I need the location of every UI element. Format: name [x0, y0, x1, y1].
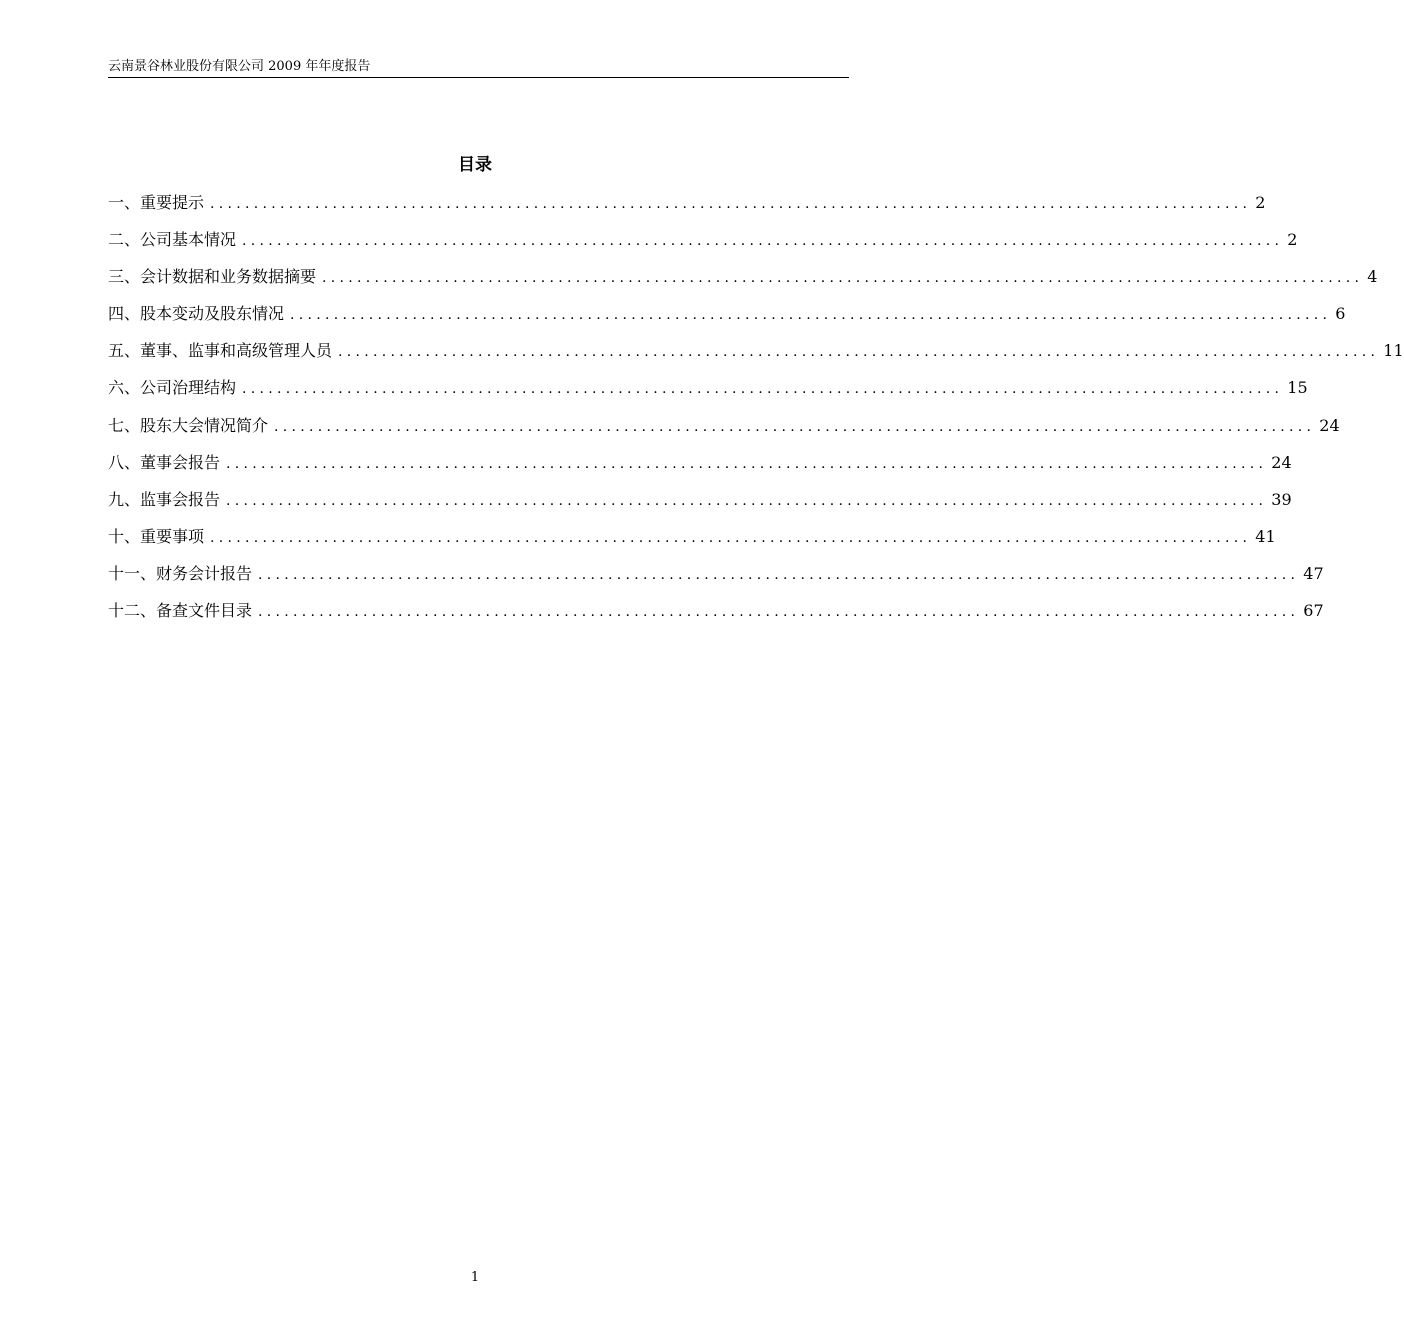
page-number: 1 [470, 1270, 480, 1285]
toc-dot-leader: ....................................................................................................................... [290, 307, 1332, 324]
toc-dot-leader: ....................................................................................................................... [322, 270, 1364, 287]
toc-entry-label: 十一、财务会计报告 [108, 563, 253, 583]
toc-entry[interactable] [108, 303, 1346, 340]
toc-dot-leader: ....................................................................................................................... [258, 604, 1300, 621]
toc-entry-label: 五、董事、监事和高级管理人员 [108, 341, 333, 361]
toc-entry-page: 6 [1335, 304, 1346, 324]
toc-entry-page: 47 [1303, 563, 1324, 583]
toc-entry-label: 十二、备查文件目录 [108, 601, 253, 621]
toc-entry-page: 15 [1287, 378, 1308, 398]
toc-entry-page: 24 [1271, 452, 1292, 472]
toc-entry-page: 2 [1255, 193, 1266, 212]
table-of-contents [108, 192, 1404, 637]
toc-entry[interactable] [108, 340, 1404, 377]
toc-entry-label: 六、公司治理结构 [108, 378, 237, 398]
toc-entry[interactable] [108, 452, 1292, 489]
toc-dot-leader: ....................................................................................................................... [274, 418, 1316, 435]
toc-entry[interactable] [108, 266, 1378, 303]
toc-entry[interactable] [108, 192, 1266, 229]
toc-entry-label: 二、公司基本情况 [108, 230, 237, 250]
toc-entry[interactable] [108, 229, 1298, 266]
header-divider [108, 77, 849, 78]
toc-dot-leader: ....................................................................................................................... [226, 455, 1268, 472]
toc-entry[interactable] [108, 600, 1324, 637]
toc-entry-label: 三、会计数据和业务数据摘要 [108, 267, 317, 287]
toc-entry-label: 十、重要事项 [108, 526, 205, 546]
toc-entry[interactable] [108, 526, 1276, 563]
toc-entry[interactable] [108, 415, 1340, 452]
toc-dot-leader: ....................................................................................................................... [338, 344, 1380, 361]
toc-entry-page: 39 [1271, 489, 1292, 509]
toc-entry-page: 11 [1383, 341, 1404, 361]
toc-dot-leader: ....................................................................................................................... [258, 566, 1300, 583]
toc-entry[interactable] [108, 377, 1308, 414]
running-header: 云南景谷林业股份有限公司 2009 年年度报告 [108, 59, 371, 74]
toc-title: 目录 [458, 155, 492, 175]
toc-entry-page: 67 [1303, 601, 1324, 621]
toc-entry[interactable] [108, 563, 1324, 600]
toc-dot-leader: ....................................................................................................................... [210, 196, 1252, 212]
toc-entry-page: 4 [1367, 267, 1378, 287]
toc-dot-leader: ....................................................................................................................... [226, 492, 1268, 509]
toc-entry-label: 一、重要提示 [108, 193, 205, 212]
toc-dot-leader: ....................................................................................................................... [210, 529, 1252, 546]
toc-dot-leader: ....................................................................................................................... [242, 233, 1284, 250]
toc-entry-label: 七、股东大会情况简介 [108, 415, 269, 435]
toc-entry-page: 2 [1287, 230, 1298, 250]
toc-entry[interactable] [108, 489, 1292, 526]
toc-dot-leader: ....................................................................................................................... [242, 381, 1284, 398]
toc-entry-label: 八、董事会报告 [108, 452, 221, 472]
toc-entry-page: 24 [1319, 415, 1340, 435]
toc-entry-page: 41 [1255, 526, 1276, 546]
toc-entry-label: 九、监事会报告 [108, 489, 221, 509]
toc-entry-label: 四、股本变动及股东情况 [108, 304, 285, 324]
